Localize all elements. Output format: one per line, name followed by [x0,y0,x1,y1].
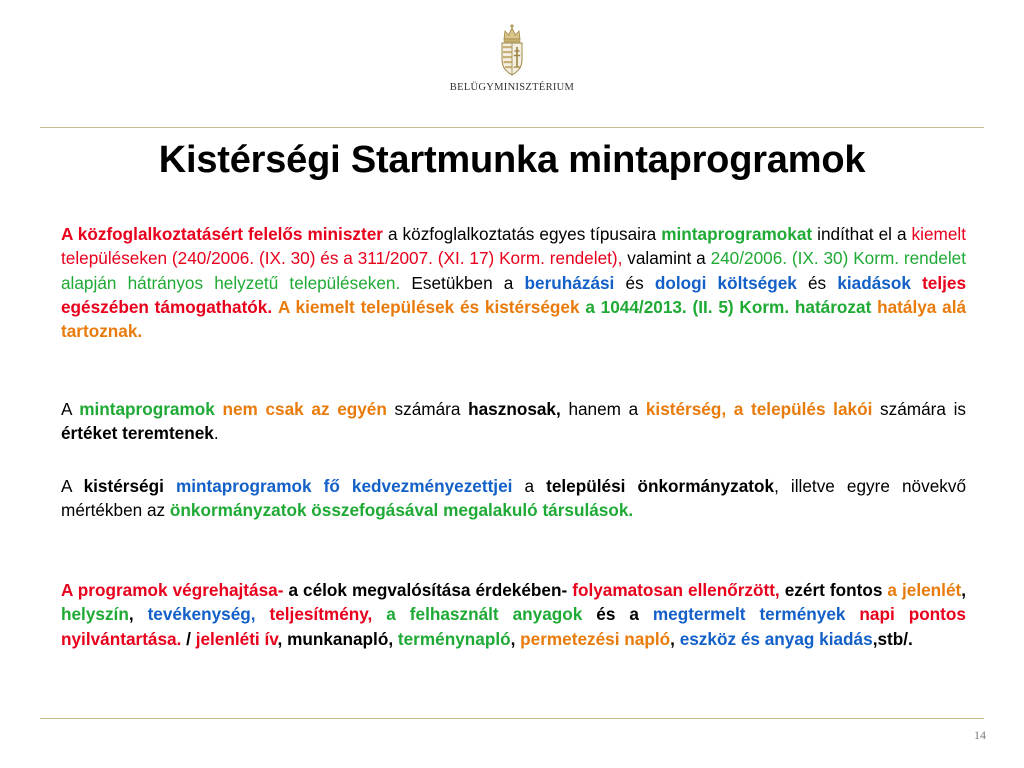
text-run: számára is [872,399,966,419]
text-run: kiadások [837,272,911,293]
paragraph-text [61,578,966,651]
text-run: és [796,272,838,293]
text-run: ,stb/. [872,628,913,649]
text-run: számára [386,399,469,419]
text-run: hasznosak, [468,399,561,419]
text-run: , munkanapló, [277,628,398,649]
paragraph-beneficiaries-intro [61,222,966,343]
text-run [164,476,176,496]
text-run: Esetükben a [400,272,525,293]
text-run: A kiemelt települések és kistérségek [277,296,580,317]
text-run: megtermelt termények [652,604,846,625]
header-divider [40,127,984,128]
text-run: jelenléti ív [195,628,278,649]
ministry-logo [0,22,1024,93]
text-run: mintaprogramok fő kedvezményezettjei [175,476,513,496]
text-run: nem csak az egyén [222,399,387,419]
text-run [372,604,386,624]
paragraph-text [61,474,966,523]
text-run: települési önkormányzatok [546,476,775,496]
text-run: napi pontos nyilvántartása. [61,604,966,649]
text-run: a jelenlét [887,580,962,600]
text-run: helyszín [61,604,129,625]
paragraph-program-execution [61,578,966,651]
text-run: mintaprogramokat [661,224,813,244]
text-run: kistérség, a település lakói [645,399,873,419]
text-run: teljes egészében támogathatók. [61,272,967,317]
text-run [911,273,922,293]
text-run: eszköz és anyag kiadás [679,628,873,649]
text-run: teljesítmény, [269,604,373,625]
text-run: kistérségi [83,476,164,496]
paragraph-text [61,397,966,446]
text-run: A [61,476,84,496]
text-run: a [512,476,547,496]
text-run: . [213,423,219,444]
text-run: a 1044/2013. (II. 5) Korm. határozat [585,296,872,317]
text-run: , [961,580,967,600]
text-run: tevékenység, [147,604,256,625]
text-run: értéket teremtenek [61,423,214,444]
text-run: hanem a [560,399,646,419]
paragraph-main-beneficiaries [61,474,966,523]
text-run: , [510,628,521,649]
text-run [256,604,270,624]
paragraph-text [61,222,966,343]
text-run: folyamatosan ellenőrzött, [572,580,780,600]
paragraph-value-creation [61,397,966,446]
text-run: permetezési napló [520,628,671,649]
text-run: / [181,628,196,649]
text-run: a felhasznált anyagok [386,604,583,625]
text-run: , illetve egyre növekvő mértékben az [61,476,967,521]
text-run [845,604,859,624]
text-run: A [61,399,80,419]
text-run: indíthat el a [812,224,912,244]
text-run: beruházási [524,272,615,293]
text-run: hatálya alá tartoznak. [61,296,967,342]
text-run: és a [582,604,653,625]
hungarian-coat-of-arms-icon [497,22,527,78]
page-number: 14 [974,728,986,742]
slide-title: Kistérségi Startmunka mintaprogramok [158,139,866,181]
text-run: ezért fontos [779,580,888,600]
text-run: , [670,628,680,649]
text-run: A programok végrehajtása- [61,580,284,600]
text-run: és [614,272,655,293]
text-run: a közfoglalkoztatás egyes típusaira [382,224,662,244]
text-run: kiemelt településeken (240/2006. (IX. 30) és a 311/2007. (XI. 17) Korm. rendelet), [61,224,966,269]
text-run: valamint a [622,248,711,269]
text-run: 240/2006. (IX. 30) Korm. rendelet alapján hátrányos helyzetű településeken. [61,248,967,293]
text-run: dologi költségek [654,272,797,293]
footer-divider [40,718,984,719]
text-run: , [128,604,148,625]
text-run: önkormányzatok összefogásával megalakuló társulások. [169,500,634,521]
ministry-name: BELÜGYMINISZTÉRIUM [449,82,575,93]
text-run: A közfoglalkoztatásért felelős miniszter [61,224,383,244]
text-run: terménynapló [397,628,511,649]
text-run: mintaprogramok [79,399,215,419]
text-run: a célok megvalósítása érdekében- [283,580,573,600]
